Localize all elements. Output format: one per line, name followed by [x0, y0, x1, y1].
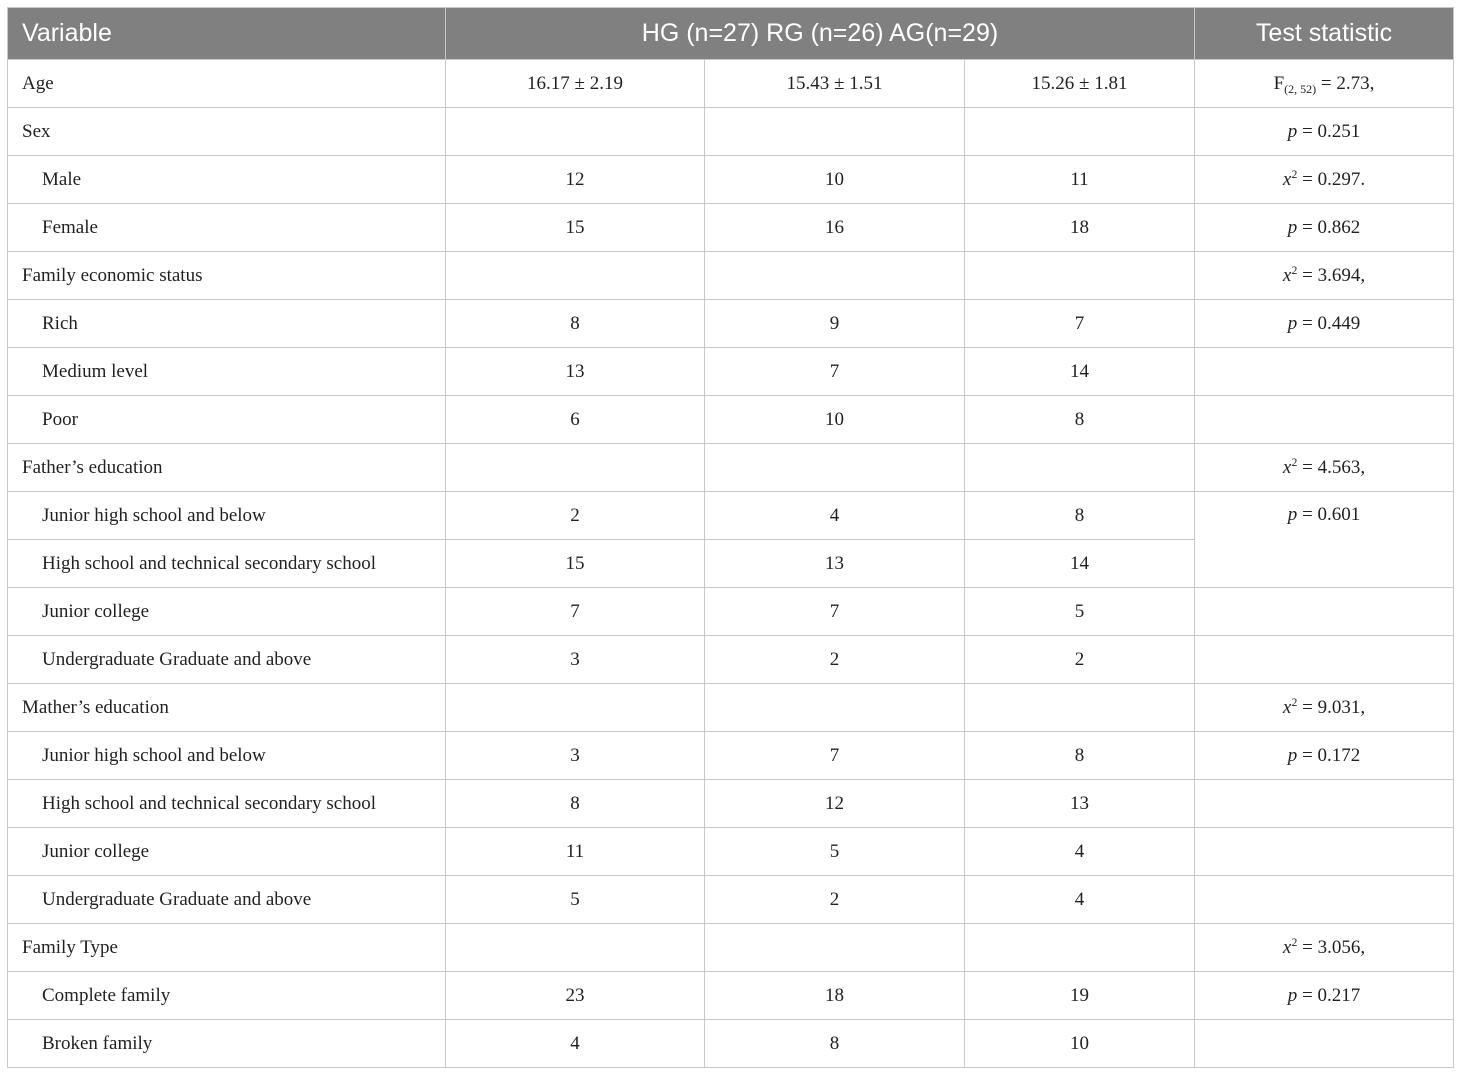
- cell-hg: 15: [446, 204, 705, 252]
- cell-rg: [705, 252, 965, 300]
- table-row: [8, 924, 1454, 972]
- row-label: Junior high school and below: [8, 732, 446, 780]
- table-row: [8, 588, 1454, 636]
- cell-rg: 18: [705, 972, 965, 1020]
- cell-test-statistic: [1195, 252, 1454, 300]
- stat-symbol: F: [1273, 72, 1285, 94]
- demographics-table: [7, 7, 1454, 1068]
- cell-hg: 7: [446, 588, 705, 636]
- cell-test-statistic: [1195, 636, 1454, 684]
- cell-test-statistic: [1195, 396, 1454, 444]
- cell-hg: 16.17 ± 2.19: [446, 60, 705, 108]
- table-row: [8, 204, 1454, 252]
- row-label: Complete family: [8, 972, 446, 1020]
- row-label: Junior college: [8, 588, 446, 636]
- header-row: [8, 8, 1454, 60]
- cell-hg: 5: [446, 876, 705, 924]
- table-row: [8, 396, 1454, 444]
- cell-hg: 11: [446, 828, 705, 876]
- stat-symbol: p: [1287, 984, 1298, 1006]
- cell-ag: 19: [965, 972, 1195, 1020]
- stat-symbol: x: [1282, 696, 1292, 718]
- cell-hg: [446, 684, 705, 732]
- cell-test-statistic: [1195, 156, 1454, 204]
- cell-rg: 7: [705, 348, 965, 396]
- table-row: [8, 828, 1454, 876]
- cell-rg: 16: [705, 204, 965, 252]
- cell-ag: 10: [965, 1020, 1195, 1068]
- stat-value: = 2.73,: [1316, 72, 1375, 94]
- cell-hg: 3: [446, 636, 705, 684]
- table-row: [8, 636, 1454, 684]
- header-test-statistic: Test statistic: [1195, 8, 1454, 60]
- cell-hg: 2: [446, 492, 705, 540]
- stat-superscript: 2: [1291, 166, 1298, 181]
- row-label: Age: [8, 60, 446, 108]
- row-label: Broken family: [8, 1020, 446, 1068]
- cell-test-statistic: [1195, 204, 1454, 252]
- cell-test-statistic: [1195, 972, 1454, 1020]
- stat-symbol: p: [1287, 312, 1298, 334]
- cell-rg: 4: [705, 492, 965, 540]
- cell-ag: 14: [965, 348, 1195, 396]
- cell-hg: [446, 924, 705, 972]
- stat-value: = 0.217: [1297, 984, 1361, 1006]
- cell-rg: 13: [705, 540, 965, 588]
- cell-rg: 10: [705, 396, 965, 444]
- cell-hg: 15: [446, 540, 705, 588]
- stat-symbol: p: [1287, 504, 1298, 525]
- cell-test-statistic: [1195, 924, 1454, 972]
- cell-rg: [705, 444, 965, 492]
- row-label: Rich: [8, 300, 446, 348]
- cell-hg: [446, 108, 705, 156]
- stat-value: = 4.563,: [1297, 456, 1366, 478]
- cell-ag: 15.26 ± 1.81: [965, 60, 1195, 108]
- table-row: [8, 1020, 1454, 1068]
- stat-value: = 0.449: [1297, 312, 1361, 334]
- stat-value: = 3.694,: [1297, 264, 1366, 286]
- table-row: [8, 300, 1454, 348]
- cell-rg: 9: [705, 300, 965, 348]
- cell-rg: 2: [705, 636, 965, 684]
- cell-ag: 8: [965, 396, 1195, 444]
- cell-rg: 15.43 ± 1.51: [705, 60, 965, 108]
- cell-ag: 8: [965, 732, 1195, 780]
- cell-test-statistic: [1195, 348, 1454, 396]
- cell-ag: [965, 444, 1195, 492]
- cell-hg: 6: [446, 396, 705, 444]
- cell-ag: 4: [965, 828, 1195, 876]
- stat-symbol: x: [1282, 936, 1292, 958]
- row-label: Undergraduate Graduate and above: [8, 636, 446, 684]
- row-label: Sex: [8, 108, 446, 156]
- row-label: Father’s education: [8, 444, 446, 492]
- stat-value: = 9.031,: [1297, 696, 1366, 718]
- table-row: [8, 492, 1454, 540]
- stat-symbol: p: [1287, 216, 1298, 238]
- row-label: Male: [8, 156, 446, 204]
- cell-ag: [965, 924, 1195, 972]
- cell-rg: [705, 108, 965, 156]
- cell-rg: [705, 684, 965, 732]
- cell-ag: [965, 684, 1195, 732]
- row-label: High school and technical secondary school: [8, 780, 446, 828]
- cell-test-statistic: [1195, 828, 1454, 876]
- stat-value: = 0.862: [1297, 216, 1361, 238]
- cell-rg: 7: [705, 588, 965, 636]
- stat-superscript: 2: [1291, 454, 1298, 469]
- cell-hg: 13: [446, 348, 705, 396]
- stat-value: = 0.297.: [1297, 168, 1366, 190]
- cell-hg: 23: [446, 972, 705, 1020]
- stat-symbol: p: [1287, 744, 1298, 766]
- cell-test-statistic: [1195, 876, 1454, 924]
- cell-test-statistic: [1195, 588, 1454, 636]
- cell-hg: 4: [446, 1020, 705, 1068]
- cell-ag: 2: [965, 636, 1195, 684]
- cell-rg: 2: [705, 876, 965, 924]
- cell-ag: 18: [965, 204, 1195, 252]
- cell-hg: [446, 252, 705, 300]
- cell-ag: 11: [965, 156, 1195, 204]
- stat-value: = 3.056,: [1297, 936, 1366, 958]
- table-row: [8, 780, 1454, 828]
- cell-test-statistic: [1195, 492, 1454, 588]
- stat-value: = 0.601: [1297, 504, 1361, 525]
- stat-symbol: p: [1287, 120, 1298, 142]
- stat-superscript: 2: [1291, 934, 1298, 949]
- stat-superscript: 2: [1291, 694, 1298, 709]
- table-row: [8, 108, 1454, 156]
- row-label: Poor: [8, 396, 446, 444]
- cell-test-statistic: [1195, 684, 1454, 732]
- cell-ag: 7: [965, 300, 1195, 348]
- table-row: [8, 732, 1454, 780]
- stat-value: = 0.172: [1297, 744, 1361, 766]
- cell-ag: 4: [965, 876, 1195, 924]
- cell-ag: 5: [965, 588, 1195, 636]
- cell-ag: [965, 108, 1195, 156]
- cell-ag: 8: [965, 492, 1195, 540]
- cell-hg: 3: [446, 732, 705, 780]
- cell-test-statistic: [1195, 444, 1454, 492]
- table-row: [8, 684, 1454, 732]
- stat-value: = 0.251: [1297, 120, 1361, 142]
- table-row: [8, 444, 1454, 492]
- row-label: Junior college: [8, 828, 446, 876]
- stat-symbol: x: [1282, 264, 1292, 286]
- cell-test-statistic: [1195, 780, 1454, 828]
- cell-test-statistic: [1195, 732, 1454, 780]
- table-row: [8, 156, 1454, 204]
- cell-rg: 7: [705, 732, 965, 780]
- cell-ag: [965, 252, 1195, 300]
- cell-rg: 8: [705, 1020, 965, 1068]
- cell-hg: 8: [446, 780, 705, 828]
- cell-rg: 10: [705, 156, 965, 204]
- cell-hg: 8: [446, 300, 705, 348]
- cell-hg: 12: [446, 156, 705, 204]
- row-label: Medium level: [8, 348, 446, 396]
- cell-test-statistic: [1195, 300, 1454, 348]
- row-label: Undergraduate Graduate and above: [8, 876, 446, 924]
- row-label: Mather’s education: [8, 684, 446, 732]
- cell-test-statistic: [1195, 1020, 1454, 1068]
- header-groups: HG (n=27) RG (n=26) AG(n=29): [446, 8, 1195, 60]
- table-row: [8, 876, 1454, 924]
- table-row: [8, 60, 1454, 108]
- stat-symbol: x: [1282, 168, 1292, 190]
- cell-test-statistic: [1195, 60, 1454, 108]
- row-label: High school and technical secondary school: [8, 540, 446, 588]
- table-row: [8, 348, 1454, 396]
- cell-hg: [446, 444, 705, 492]
- cell-rg: 12: [705, 780, 965, 828]
- header-variable: Variable: [8, 8, 446, 60]
- table-row: [8, 252, 1454, 300]
- cell-test-statistic: [1195, 108, 1454, 156]
- row-label: Junior high school and below: [8, 492, 446, 540]
- stat-symbol: x: [1282, 456, 1292, 478]
- cell-ag: 14: [965, 540, 1195, 588]
- cell-rg: [705, 924, 965, 972]
- cell-rg: 5: [705, 828, 965, 876]
- row-label: Family economic status: [8, 252, 446, 300]
- cell-ag: 13: [965, 780, 1195, 828]
- stat-superscript: 2: [1291, 262, 1298, 277]
- row-label: Family Type: [8, 924, 446, 972]
- row-label: Female: [8, 204, 446, 252]
- stat-subscript: (2, 52): [1284, 81, 1317, 96]
- table-row: [8, 972, 1454, 1020]
